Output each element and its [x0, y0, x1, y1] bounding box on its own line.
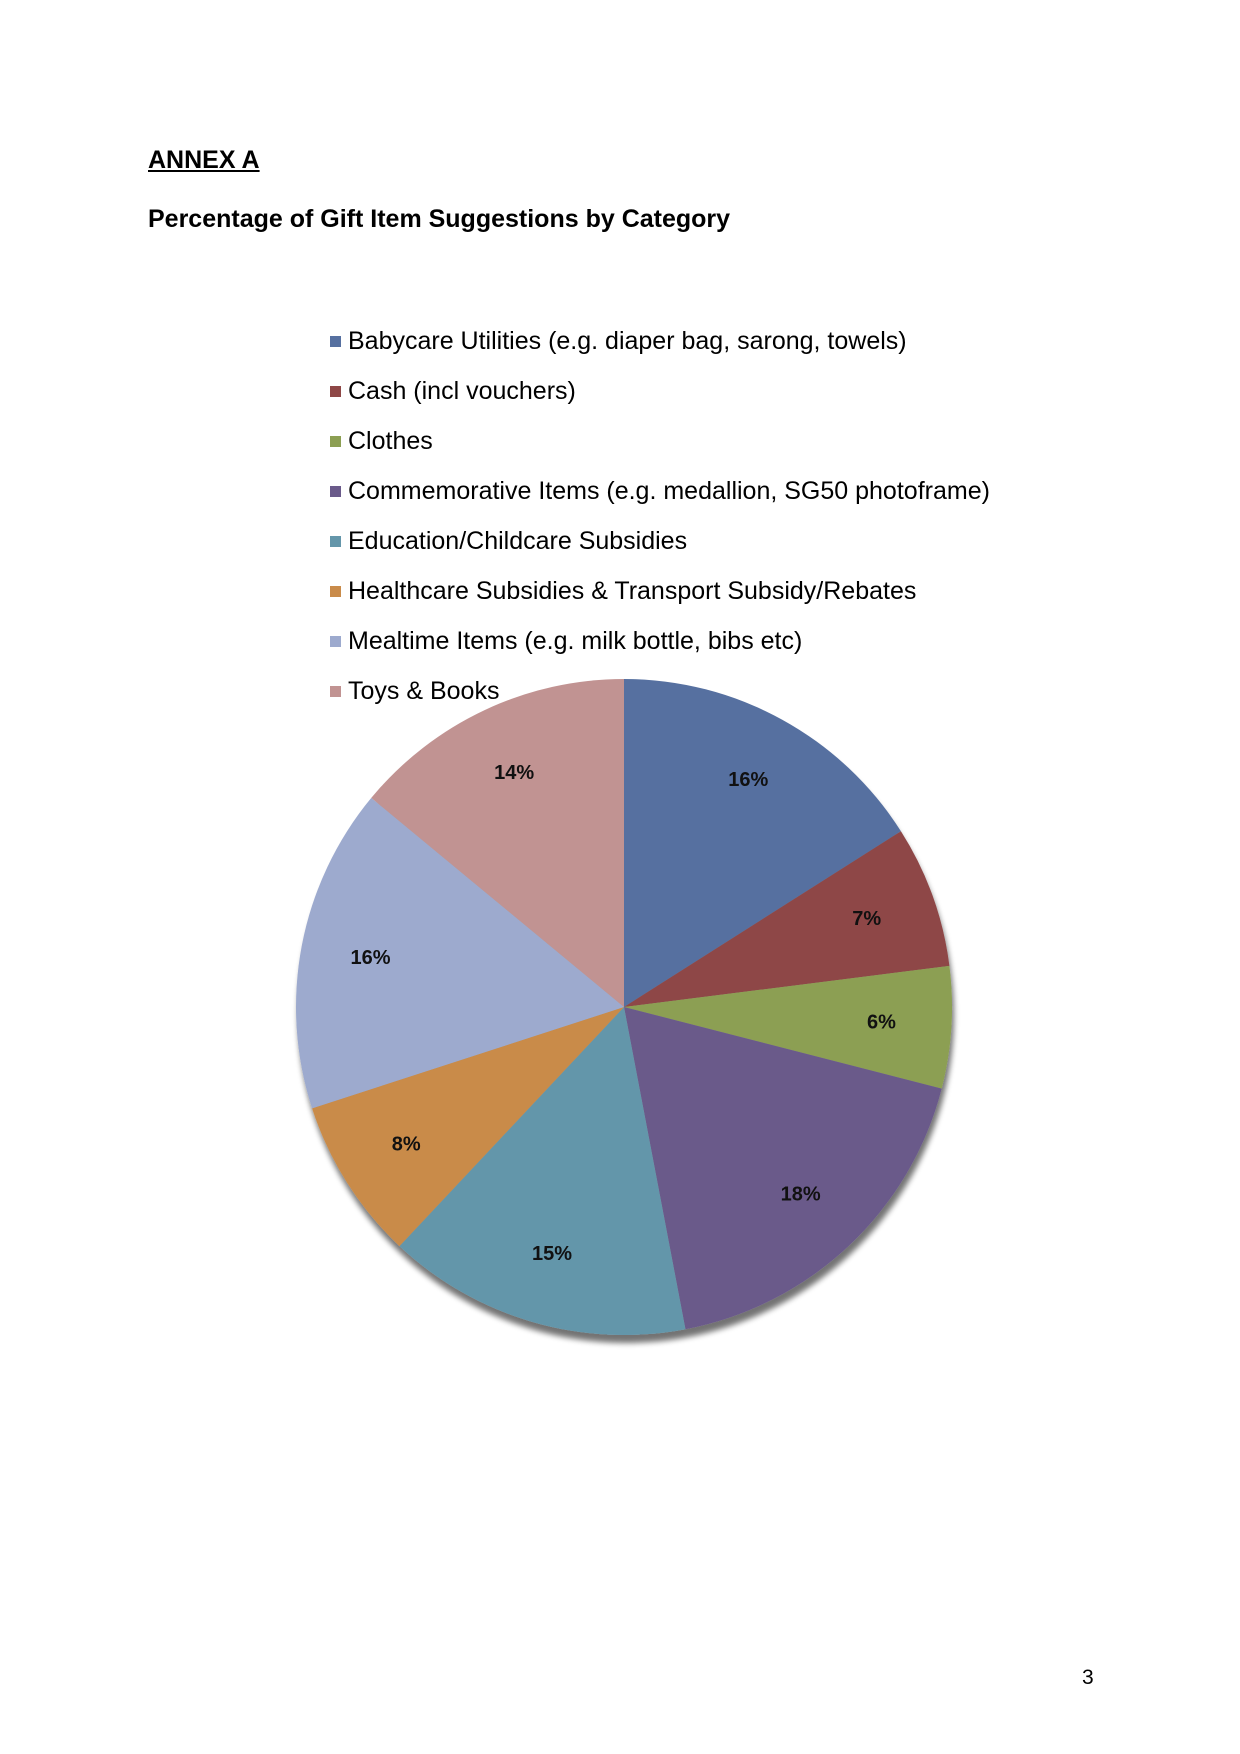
legend-label: Healthcare Subsidies & Transport Subsidy/Rebates [348, 576, 917, 605]
pie-slices [296, 676, 952, 1335]
pie-slice-label: 14% [494, 761, 535, 784]
pie-slice-label: 8% [391, 1133, 421, 1156]
legend-label: Clothes [348, 426, 433, 455]
pie-slice-label: 15% [532, 1243, 573, 1266]
annex-heading: ANNEX A [148, 146, 260, 174]
pie-slice-label: 16% [350, 946, 391, 969]
pie-slice-label: 18% [780, 1183, 821, 1206]
pie-slice-label: 7% [852, 907, 882, 930]
legend-label: Mealtime Items (e.g. milk bottle, bibs etc) [348, 626, 803, 655]
legend-label: Toys & Books [348, 676, 500, 705]
pie-slice-label: 6% [867, 1011, 896, 1034]
legend-label: Education/Childcare Subsidies [348, 526, 688, 555]
legend-label: Babycare Utilities (e.g. diaper bag, sarong, towels) [348, 326, 907, 355]
legend-label: Commemorative Items (e.g. medallion, SG50 photoframe) [348, 476, 990, 505]
chart-title: Percentage of Gift Item Suggestions by Category [148, 205, 731, 233]
page-number: 3 [1082, 1666, 1094, 1689]
legend-label: Cash (incl vouchers) [348, 376, 576, 405]
pie-slice-label: 16% [728, 769, 769, 792]
